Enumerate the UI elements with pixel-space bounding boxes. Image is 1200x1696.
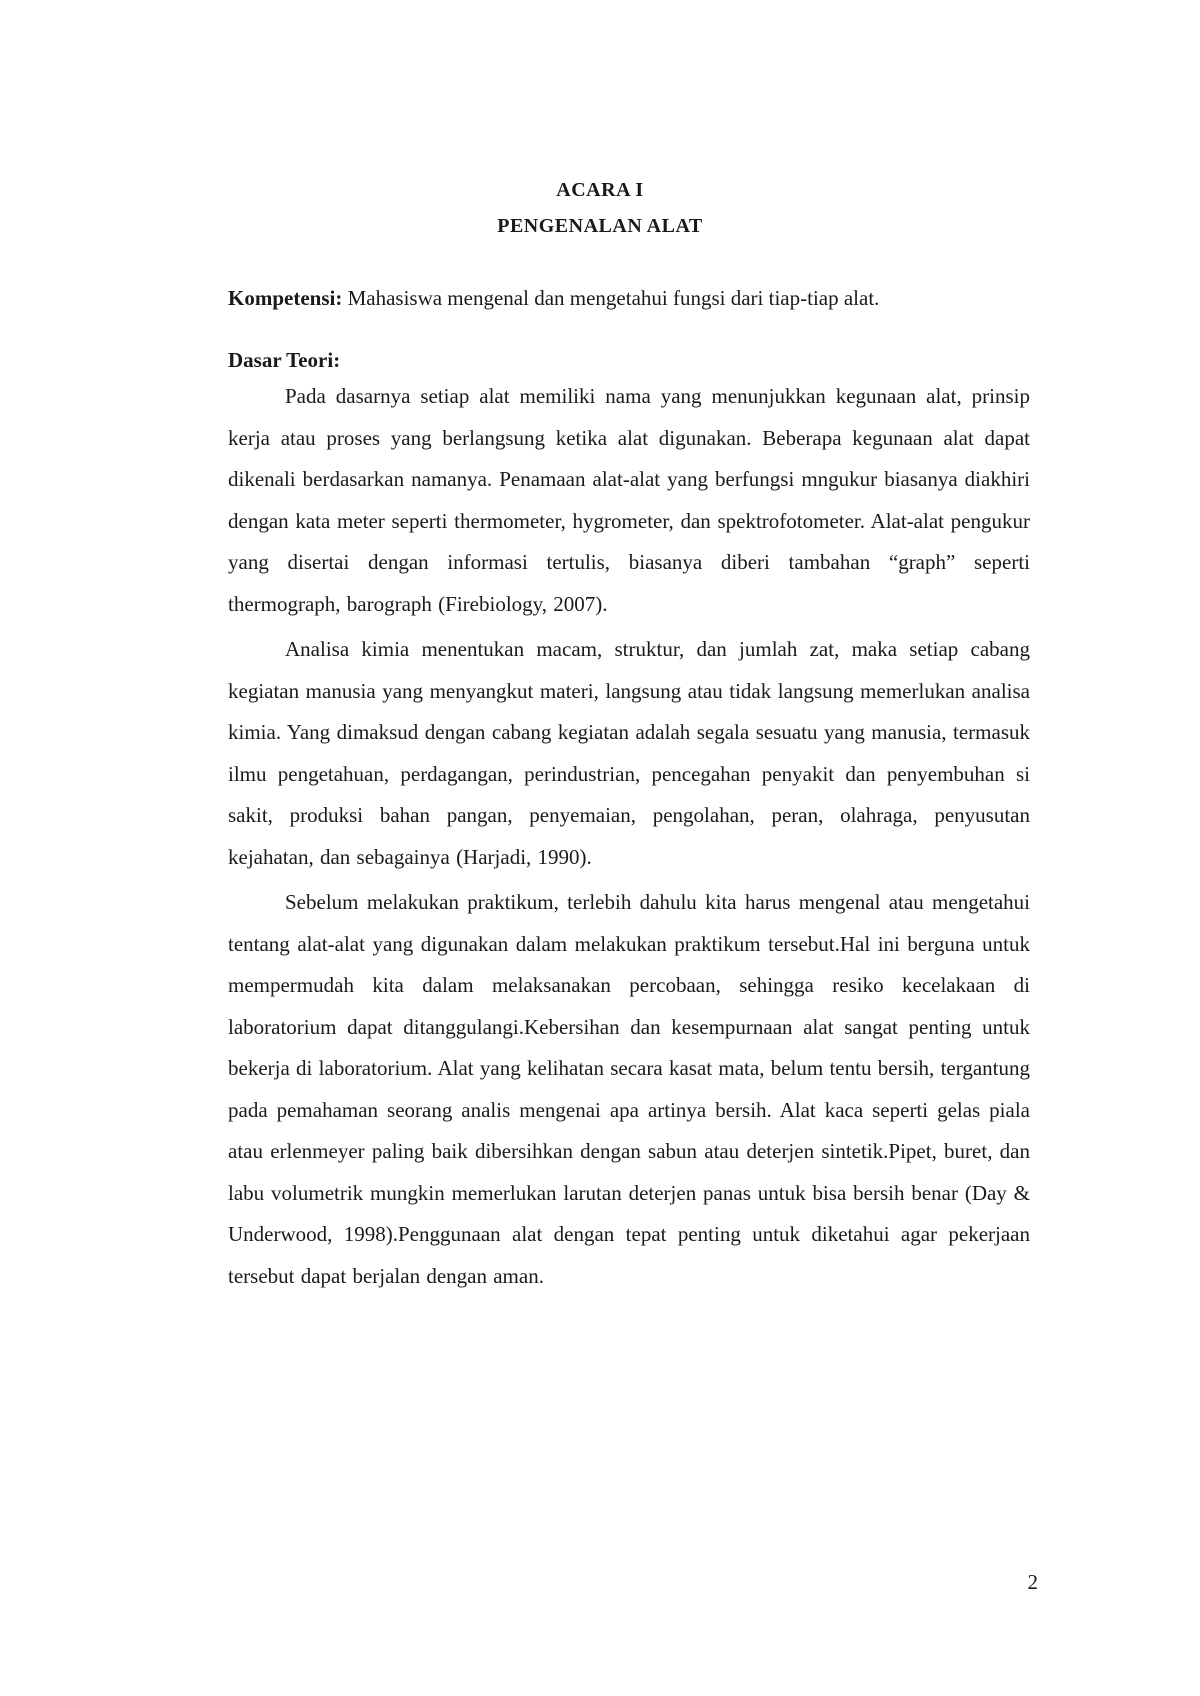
paragraph-3: Sebelum melakukan praktikum, terlebih dahulu kita harus mengenal atau mengetahui tentang alat-alat yang digunakan dalam melakukan praktikum tersebut.Hal ini berguna untuk mempermudah kita dalam melaksanakan percobaan, sehingga resiko kecelakaan di laboratorium dapat ditanggulangi.Kebersihan dan kesempurnaan alat sangat penting untuk bekerja di laboratorium. Alat yang kelihatan secara kasat mata, belum tentu bersih, tergantung pada pemahaman seorang analis mengenai apa artinya bersih. Alat kaca seperti gelas piala atau erlenmeyer paling baik dibersihkan dengan sabun atau deterjen sintetik.Pipet, buret, dan labu volumetrik mungkin memerlukan larutan deterjen panas untuk bisa bersih benar (Day & Underwood, 1998).Penggunaan alat dengan tepat penting untuk diketahui agar pekerjaan tersebut dapat berjalan dengan aman. (228, 890, 1030, 1288)
chapter-heading (0, 172, 1200, 244)
kompetensi-text: Mahasiswa mengenal dan mengetahui fungsi dari tiap-tiap alat. (347, 286, 880, 310)
kompetensi-line (228, 282, 1030, 314)
chapter-title: PENGENALAN ALAT (497, 215, 703, 237)
document-body (228, 282, 1030, 1301)
page-number: 2 (1027, 1570, 1038, 1594)
kompetensi-label: Kompetensi: (228, 286, 343, 310)
paragraph-1: Pada dasarnya setiap alat memiliki nama yang menunjukkan kegunaan alat, prinsip kerja atau proses yang berlangsung ketika alat digunakan. Beberapa kegunaan alat dapat dikenali berdasarkan namanya. Penamaan alat-alat yang berfungsi mngukur biasanya diakhiri dengan kata meter seperti thermometer, hygrometer, dan spektrofotometer. Alat-alat pengukur yang disertai dengan informasi tertulis, biasanya diberi tambahan “graph” seperti thermograph, barograph (Firebiology, 2007). (228, 384, 1030, 616)
dasar-teori-heading: Dasar Teori: (228, 348, 341, 372)
chapter-number: ACARA I (556, 179, 644, 201)
paragraph-2: Analisa kimia menentukan macam, struktur, dan jumlah zat, maka setiap cabang kegiatan manusia yang menyangkut materi, langsung atau tidak langsung memerlukan analisa kimia. Yang dimaksud dengan cabang kegiatan adalah segala sesuatu yang manusia, termasuk ilmu pengetahuan, perdagangan, perindustrian, pencegahan penyakit dan penyembuhan si sakit, produksi bahan pangan, penyemaian, pengolahan, peran, olahraga, penyusutan kejahatan, dan sebagainya (Harjadi, 1990). (228, 637, 1030, 869)
